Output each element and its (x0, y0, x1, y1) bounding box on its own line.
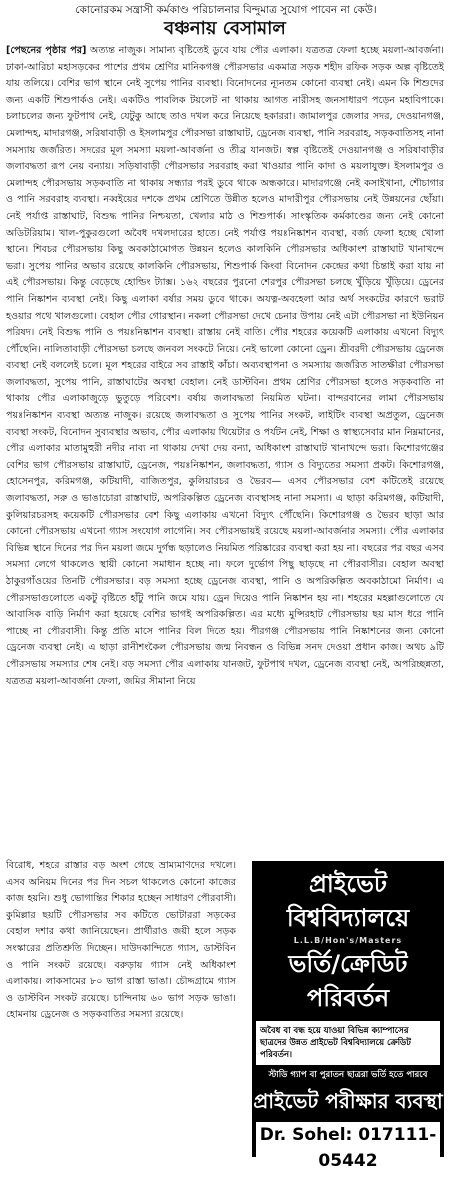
article-paragraph (6, 43, 444, 690)
jump-label: [পেছনের পৃষ্ঠার পর] (6, 45, 87, 56)
ad-degree-list: L.L.B/Hon's/Masters (293, 936, 403, 945)
ad-headline-university: প্রাইভেট বিশ্ববিদ্যালয়ে (286, 870, 410, 932)
ad-description: অবৈধ বা বন্ধ হয়ে যাওয়া বিভিন্ন ক্যাম্পাসের ছাত্রদের উন্নত প্রাইভেট বিশ্ববিদ্যালয়ে ক্রেডিট পরিবর্তন। (256, 1021, 440, 1065)
article-column-text: বিরোধ, শহরে রাস্তার বড় অংশ গেছে ভ্রাম্যমাণদের দখলে। এসব অনিয়ম দিনের পর দিন সচল থাকলেও কোনো কাজের কাজ হয়নি। শুধু ভোগান্তির শিকার হচ্ছেন সাধারণ পৌরবাসী। কুমিল্লার ছয়টি পৌরসভার সব কটিতে ভোটাররা সড়কের বেহাল দশার কথা জানিয়েছেন। প্রার্থীরাও জয়ী হলে সড়ক সংস্কারের প্রতিশ্রুতি দিচ্ছেন। দাউদকান্দিতে গ্যাস, ডাস্টবিন ও পানি সংকট রয়েছে। বরুড়ায় গ্যাস নেই অধিকাংশ এলাকায়। লাকসামের ৮০ ভাগ রাস্তা ভাঙা। চৌদ্দগ্রামে গ্যাস ও ডাস্টবিন সংকট রয়েছে। চান্দিনায় ৬০ ভাগ সড়ক ভাঙা। হোমনায় ড্রেনেজ ও সড়কবাতির সমস্যা রয়েছে। (6, 860, 236, 1021)
ad-headline-admission: ভর্তি/ক্রেডিট পরিবর্তন (288, 950, 408, 1012)
article-body-main (6, 43, 444, 853)
ad-contact-phone: Dr. Sohel: 017111-05442 (256, 1122, 440, 1174)
top-line-text: কোনোরকম সন্ত্রাসী কর্মকাণ্ড পরিচালনার বিন্দুমাত্র সুযোগ পাবেন না কেউ। (75, 4, 377, 16)
ad-note: স্টাডি গ্যাপ বা পুরাতন ছাত্ররা ভর্তি হতে পারবে (268, 1070, 428, 1080)
article-headline: বঞ্চনায় বেসামাল (164, 18, 286, 39)
ad-address: ঢাকা: গ-১০৩, মধ্যবাড্ডা। সিলেট: ৬১১, জিন্দাবাজার (255, 1180, 441, 1190)
advertisement-box (252, 861, 444, 1190)
article-body-column (6, 858, 236, 1163)
ad-headline-exam: প্রাইভেট পরীক্ষার ব্যবস্থা (253, 1089, 443, 1113)
article-body-text: অত্যন্ত নাজুক। সামান্য বৃষ্টিতেই ডুবে যায় পৌর এলাকা। যত্রতত্র ফেলা হচ্ছে ময়লা-আবর্জনা। ঢাকা-আরিচা মহাসড়কের পাশের প্রথম শ্রেণির মানিকগঞ্জ পৌরসভার একমাত্র সড়ক শহীদ রফিক সড়ক অল্প বৃষ্টিতেই যায় তলিয়ে। বেশির ভাগ স্থানে নেই সুপেয় পানির ব্যবস্থা। বিনোদনের ন্যূনতম কোনো ব্যবস্থা নেই। এমন কি শিশুদের জন্য একটি শিশুপার্কও নেই। একটিও পাবলিক টয়লেট না থাকায় আগত নারীসহ জনসাধারণ পড়েন মহাবিপাকে। চলাচলের জন্য ফুটপাথ নেই, যেটুকু আছে তাও দখল করে নিয়েছে হকাররা। জামালপুর জেলার সদর, দেওয়ানগঞ্জ, মেলান্দহ, মাদারগঞ্জ, সরিষাবাড়ী ও ইসলামপুর পৌরসভা রাস্তাঘাট, ড্রেনেজ ব্যবস্থা, পানি সরবরাহ, সড়কবাতিসহ নানা সমস্যায় জর্জরিত। সদরের মূল সমস্যা ময়লা-আবর্জনা ও তীব্র যানজট। স্বল্প বৃষ্টিতেই দেওয়ানগঞ্জ ও সরিষাবাড়ীর জলাবদ্ধতা রূপ নেয় বন্যায়। সড়িষাবাড়ী পৌরসভার সরবরাহ করা খাওয়ার পানি কাদা ও ময়লাযুক্ত। ইসলামপুর ও মেলান্দহ পৌরসভায় সড়কবাতি না থাকায় সন্ধ্যার পরই ডুবে থাকে অন্ধকারে। মাদারগঞ্জে নেই কসাইখানা, শৌচাগার ও পানি সরবরাহ ব্যবস্থা। নব্বইয়ের দশকে প্রথম শ্রেণিতে উন্নীত হলেও মাদারীপুর পৌরসভায় নেই উন্নয়নের ছোঁয়া। নেই পর্যাপ্ত রাস্তাঘাট, বিশুদ্ধ পানির নিশ্চয়তা, খেলার মাঠ ও শিশুপার্ক। সাংস্কৃতিক কর্মকাণ্ডের জন্য নেই কোনো অডিটরিয়াম। খাল-পুকুরগুলো অবৈধ দখলদারের হাতে। নেই পর্যাপ্ত পয়ঃনিষ্কাশন ব্যবস্থা, বর্জ্য ফেলা হচ্ছে খোলা স্থানে। শিবচর পৌরসভায় কিছু অবকাঠামোগত উন্নয়ন হলেও কালকিনি পৌরসভার অধিকাংশ রাস্তাঘাট খানাখন্দে ভরা। সুপেয় পানির অভাব রয়েছে কালকিনি পৌরসভায়, শিশুপার্ক কিংবা বিনোদন কেন্দ্রের কথা চিন্তাই করা যায় না এই পৌরসভায়। কিন্তু বেড়েছে হোল্ডিং ট্যাক্স। ১৬২ বছরের পুরনো শেরপুর পৌরসভা চলছে খুঁড়িয়ে খুঁড়িয়ে। ড্রেনের পানি নিষ্কাশন ব্যবস্থা নেই। কিছু এলাকা বর্ষার সময় ডুবে থাকে। অযত্ন-অবহেলা আর অর্থ সংকটের কারণে ভরাট হওয়ার পথে খালগুলো। বেহাল পৌর গোরস্থান। নকলা পৌরসভা দেখে চেনার উপায় নেই এটা পৌরসভা না ইউনিয়ন পরিষদ। নেই বিশুদ্ধ পানি ও পয়ঃনিষ্কাশন ব্যবস্থা। রাস্তায় নেই বাতি। পৌর শহরের কয়েকটি এলাকায় এখনো বিদ্যুৎ পৌঁছেনি। নালিতাবাড়ী পৌরসভা চলছে জনবল সংকটে নিয়ে। নেই ভালো কোনো ড্রেন। শ্রীবরদী পৌরসভায় ড্রেনেজ ব্যবস্থা নেই বললেই চলে। মূল শহরের বাইরে সব রাস্তাই কাঁচা। অব্যবস্থাপনা ও সমস্যায় জর্জরিত সাতক্ষীরা পৌরসভা জলাবদ্ধতা, সুপেয় পানি, রাস্তাঘাটের অবস্থা বেহাল। নেই ডাস্টবিন। প্রথম শ্রেণির পৌরসভা হলেও সড়কবাতি না থাকায় পৌর এলাকাজুড়ে ভুতুড়ে পরিবেশ। বর্ষায় জলাবদ্ধতা নিয়মিত ঘটনা। বান্দরবানের লামা পৌরসভায় পয়ঃনিষ্কাশন ব্যবস্থা অত্যন্ত নাজুক। রয়েছে জলাবদ্ধতা ও সুপেয় পানির সংকট, লাইটিং ব্যবস্থা অপ্রতুল, ড্রেনেজ ব্যবস্থা সংকট, বিনোদন সুব্যবস্থার অভাব, পৌর এলাকায় থিয়েটার ও পর্যটন নেই, শিক্ষা ও স্বাস্থ্যসেবার মান নিম্নমানের, পৌর এলাকার মাতামুহুরী নদীর নাব্য না থাকায় দেখা দেয় বন্যা, অধিকাংশ রাস্তাঘাট খানাখন্দে ভরা। কিশোরগঞ্জের বেশির ভাগ পৌরসভায় রাস্তাঘাট, ড্রেনেজ, পয়ঃনিষ্কাশন, জলাবদ্ধতা, গ্যাস ও বিদ্যুতের সমস্যা প্রকট। কিশোরগঞ্জ, হোসেনপুর, করিমগঞ্জ, কটিয়াদী, বাজিতপুর, কুলিয়ারচর ও ভৈরব— এসব পৌরসভার বেশ কটিতেই রয়েছে জলাবদ্ধতা, সরু ও ভাঙাচোরা রাস্তাঘাট, অপরিকল্পিত ড্রেনেজ ব্যবস্থাসহ নানা সমস্যা। এ ছাড়া করিমগঞ্জ, কটিয়াদী, কুলিয়ারচরসহ কয়েকটি পৌরসভার বেশ কিছু এলাকায় এখনো বিদ্যুৎ পৌঁছেনি। কিশোরগঞ্জ ও ভৈরব ছাড়া আর কোনো পৌরসভায় এখনো গ্যাস সংযোগ লাগেনি। সব পৌরসভায়ই রয়েছে ময়লা-আবর্জনার সমস্যা। পৌর এলাকার বিভিন্ন স্থানে দিনের পর দিন ময়লা জমে দুর্গন্ধ ছড়ালেও নিয়মিত পরিষ্কারের ব্যবস্থা করা হয় না। বছরের পর বছর এসব সমস্যা লেগে থাকলেও স্থায়ী কোনো সমাধান হচ্ছে না। ফলে দুর্ভোগ পিছু ছাড়ছে না পৌরবাসীর। বেহাল অবস্থা ঠাকুরগাঁওয়ের তিনটি পৌরসভার। বড় সমস্যা হচ্ছে ড্রেনেজ ব্যবস্থা, পানি ও অপরিকল্পিত অবকাঠামো নির্মাণ। এ পৌরসভাগুলোতে একটু বৃষ্টিতে হাঁটু পানি জমে যায়। ড্রেন দিয়েও পানি নিষ্কাশন হয় না। শহরের মহল্লাগুলোতে যে আবাসিক বাড়ি নির্মাণ করা হয়েছে বেশির ভাগই অপরিকল্পিত। এর মধ্যে মুন্সিরহাট পৌরসভায় ছয় মাস ধরে পানি পাচ্ছে না পৌরবাসী। কিন্তু প্রতি মাসে পানির বিল দিতে হয়। পীরগঞ্জ পৌরসভায় পানি নিষ্কাশনের জন্য কোনো ড্রেনেজ ব্যবস্থা নেই। এ ছাড়া রানীশংকৈল পৌরসভায় জন্ম নিবন্ধন ও বিভিন্ন সনদ দেওয়া প্রধান কাজ। অথচ ৯টি পৌরসভায় সমস্যার শেষ নেই। বড় সমস্যা পৌর এলাকায় যানজট, ফুটপাথ দখল, ড্রেনেজ ব্যবস্থা নেই, অপরিচ্ছন্নতা, যত্রতত্র ময়লা-আবর্জনা ফেলা, জমির সীমানা নিয়ে (6, 45, 444, 687)
